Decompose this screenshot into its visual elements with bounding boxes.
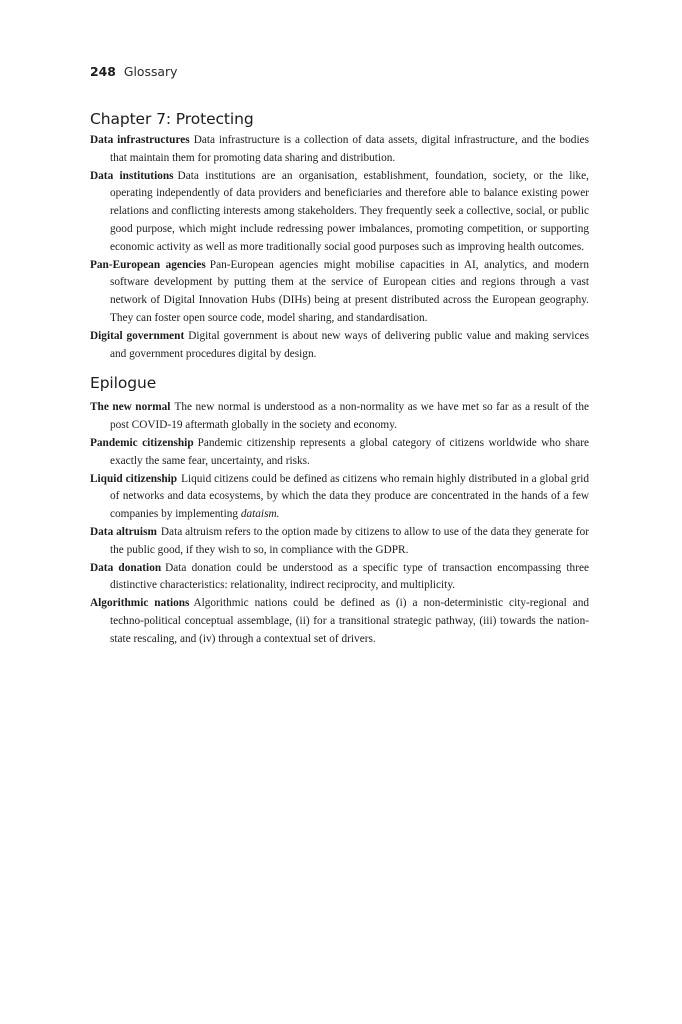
page-number: 248 <box>90 64 116 79</box>
glossary-term: Data donation <box>90 561 162 574</box>
glossary-list-epilogue <box>90 399 589 648</box>
glossary-definition: Data donation could be understood as a specific type of transaction encompassing three distinctive characteristics: relationality, indirect reciprocity, and multiplicity. <box>110 561 589 592</box>
glossary-term: Data altruism <box>90 525 157 538</box>
glossary-entry <box>90 435 589 471</box>
glossary-term: Data infrastructures <box>90 134 190 146</box>
definition-text: Liquid citizens could be defined as citizens who remain highly distributed in a global grid of networks and data ecosystems, by which the data they produce are concentrated in the hands of a few companies by implementing <box>110 472 589 521</box>
glossary-entry <box>90 132 589 168</box>
glossary-term: Pan-European agencies <box>90 258 206 271</box>
emphasized-term: dataism. <box>240 508 280 521</box>
glossary-term: Digital government <box>90 329 185 342</box>
glossary-term: Pandemic citizenship <box>90 436 194 449</box>
glossary-definition: Data altruism refers to the option made by citizens to allow to use of the data they generate for the public good, if they wish to so, in compliance with the GDPR. <box>110 525 589 556</box>
glossary-definition: Data institutions are an organisation, establishment, foundation, society, or the like, operating independently of data providers and beneficiaries and therefore able to balance existing power relations and conflicting interests among stakeholders. They frequently seek a collective, social, or public good purpose, which might include redressing power imbalances, promoting competition, or supporting economic activity as well as more traditionally social good purposes such as improving health outcomes. <box>110 169 589 253</box>
glossary-entry <box>90 328 589 364</box>
glossary-list-chapter-7 <box>90 132 589 363</box>
glossary-term: Liquid citizenship <box>90 472 178 485</box>
glossary-entry <box>90 524 589 560</box>
glossary-term: Data institutions <box>90 169 174 182</box>
glossary-definition: Algorithmic nations could be defined as (i) a non-deterministic city-regional and techno-political conceptual assemblage, (ii) for a transitional strategic pathway, (iii) towards the nation-state rescaling, and (iv) through a contextual set of drivers. <box>110 597 590 645</box>
glossary-entry <box>90 168 589 257</box>
glossary-definition: Data infrastructure is a collection of data assets, digital infrastructure, and the bodies that maintain them for promoting data sharing and distribution. <box>110 134 589 164</box>
glossary-entry <box>90 595 589 648</box>
section-heading-chapter-7: Chapter 7: Protecting <box>90 110 254 128</box>
section-heading-epilogue: Epilogue <box>90 374 157 393</box>
glossary-entry <box>90 257 589 328</box>
glossary-definition: Pan-European agencies might mobilise capacities in AI, analytics, and modern software development by putting them at the service of European cities and regions through a vast network of Digital Innovation Hubs (DIHs) being at present distributed across the European geography. They can foster open source code, model sharing, and standardisation. <box>110 258 589 324</box>
glossary-definition <box>110 473 589 521</box>
glossary-definition: Pandemic citizenship represents a global category of citizens worldwide who share exactly the same fear, uncertainty, and risks. <box>110 436 589 467</box>
glossary-definition: The new normal is understood as a non-normality as we have met so far as a result of the post COVID-19 aftermath globally in the society and economy. <box>110 401 589 432</box>
running-head <box>90 62 589 82</box>
glossary-term: The new normal <box>90 401 171 414</box>
glossary-definition: Digital government is about new ways of delivering public value and making services and government procedures digital by design. <box>110 329 589 360</box>
glossary-entry <box>90 560 589 596</box>
glossary-entry <box>90 399 589 435</box>
glossary-entry <box>90 471 589 524</box>
book-page <box>90 62 589 649</box>
glossary-term: Algorithmic nations <box>90 597 190 610</box>
running-title: Glossary <box>123 64 178 79</box>
